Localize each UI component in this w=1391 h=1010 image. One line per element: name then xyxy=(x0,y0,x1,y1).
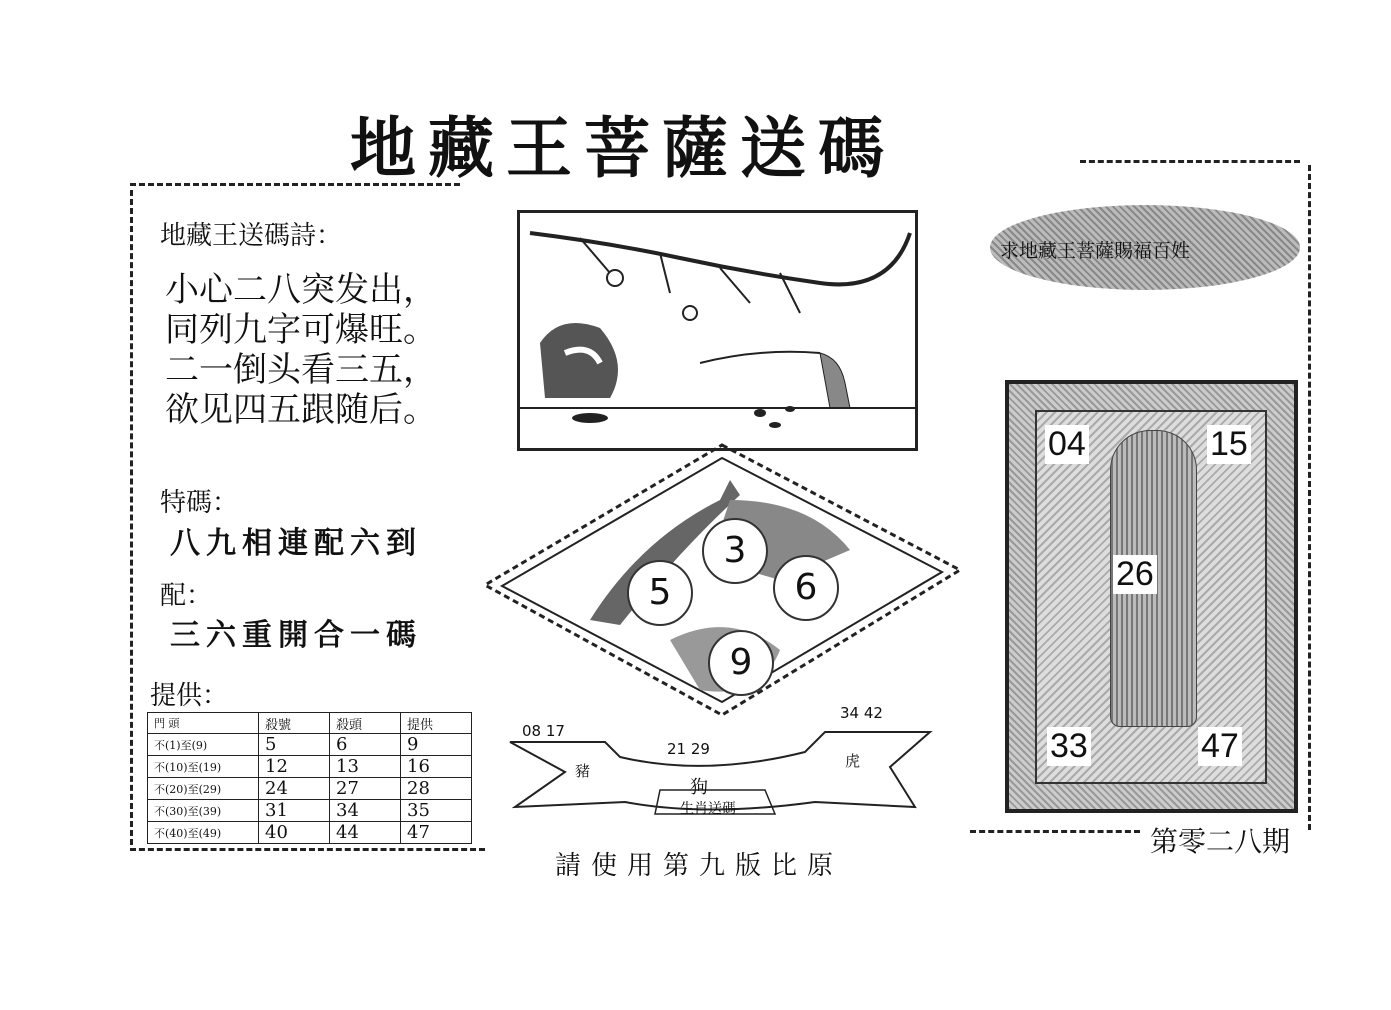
frame-right-bottom-border xyxy=(970,830,1140,833)
table-cell: 9 xyxy=(401,734,472,756)
ink-drawing-svg xyxy=(520,213,915,448)
poem-line-1: 小心二八突发出， xyxy=(165,270,437,310)
table-header: 門 頭 xyxy=(148,713,259,734)
table-cell: 13 xyxy=(330,756,401,778)
ink-drawing-picture xyxy=(517,210,918,451)
panel-number-bottom-right: 47 xyxy=(1198,727,1242,766)
poem-line-3: 二一倒头看三五， xyxy=(165,350,437,390)
panel-number-center: 26 xyxy=(1113,555,1157,594)
row-label: 不(20)至(29) xyxy=(148,778,259,800)
table-row xyxy=(148,800,472,822)
zodiac-left-numbers: 08 17 xyxy=(522,722,565,740)
frame-bottom-border xyxy=(130,848,485,851)
frame-right-top-border xyxy=(1080,160,1300,163)
table-cell: 44 xyxy=(330,822,401,844)
panel-number-top-left: 04 xyxy=(1045,425,1089,464)
table-cell: 28 xyxy=(401,778,472,800)
row-label: 不(30)至(39) xyxy=(148,800,259,822)
table-cell: 16 xyxy=(401,756,472,778)
table-row xyxy=(148,734,472,756)
table-cell: 47 xyxy=(401,822,472,844)
footer-text: 請使用第九版比原 xyxy=(555,851,844,881)
table-header-row xyxy=(148,713,472,734)
match-text: 三六重開合一碼 xyxy=(170,618,422,653)
table-cell: 40 xyxy=(259,822,330,844)
provide-label: 提供： xyxy=(150,681,229,711)
poem-block xyxy=(165,270,437,430)
diamond-number-left: 5 xyxy=(627,560,693,626)
table-cell: 31 xyxy=(259,800,330,822)
table-cell: 34 xyxy=(330,800,401,822)
row-label: 不(10)至(19) xyxy=(148,756,259,778)
issue-number: 第零二八期 xyxy=(1150,825,1291,858)
table-cell: 35 xyxy=(401,800,472,822)
panel-number-bottom-left: 33 xyxy=(1047,727,1091,766)
zodiac-center-numbers: 21 29 xyxy=(667,740,710,758)
table-header: 提供 xyxy=(401,713,472,734)
frame-top-border xyxy=(130,183,460,186)
row-label: 不(40)至(49) xyxy=(148,822,259,844)
poem-heading: 地藏王送碼詩： xyxy=(160,221,343,251)
zodiac-right-animal: 虎 xyxy=(845,752,861,770)
zodiac-caption: 生肖送碼 xyxy=(680,801,736,817)
table-row xyxy=(148,778,472,800)
diamond-number-bottom: 9 xyxy=(708,630,774,696)
table-row xyxy=(148,822,472,844)
zodiac-left-animal: 豬 xyxy=(575,762,591,780)
table-cell: 5 xyxy=(259,734,330,756)
table-cell: 27 xyxy=(330,778,401,800)
poem-line-2: 同列九字可爆旺。 xyxy=(165,310,437,350)
table-cell: 24 xyxy=(259,778,330,800)
special-label: 特碼： xyxy=(160,488,239,518)
special-text: 八九相連配六到 xyxy=(170,526,422,561)
table-cell: 12 xyxy=(259,756,330,778)
diamond-number-right: 6 xyxy=(773,555,839,621)
table-header: 殺號 xyxy=(259,713,330,734)
table-header: 殺頭 xyxy=(330,713,401,734)
table-cell: 6 xyxy=(330,734,401,756)
panel-number-top-right: 15 xyxy=(1207,425,1251,464)
zodiac-right-numbers: 34 42 xyxy=(840,704,883,722)
zodiac-center-animal: 狗 xyxy=(690,777,708,798)
banner-text: 求地藏王菩薩賜福百姓 xyxy=(1000,240,1191,262)
row-label: 不(1)至(9) xyxy=(148,734,259,756)
diamond-number-top: 3 xyxy=(702,518,768,584)
table-row xyxy=(148,756,472,778)
page-title: 地藏王菩薩送碼 xyxy=(350,109,896,187)
frame-left-border xyxy=(130,190,133,845)
match-label: 配： xyxy=(160,581,213,611)
poem-line-4: 欲见四五跟随后。 xyxy=(165,390,437,430)
frame-right-border xyxy=(1308,165,1311,830)
number-table xyxy=(147,712,472,844)
